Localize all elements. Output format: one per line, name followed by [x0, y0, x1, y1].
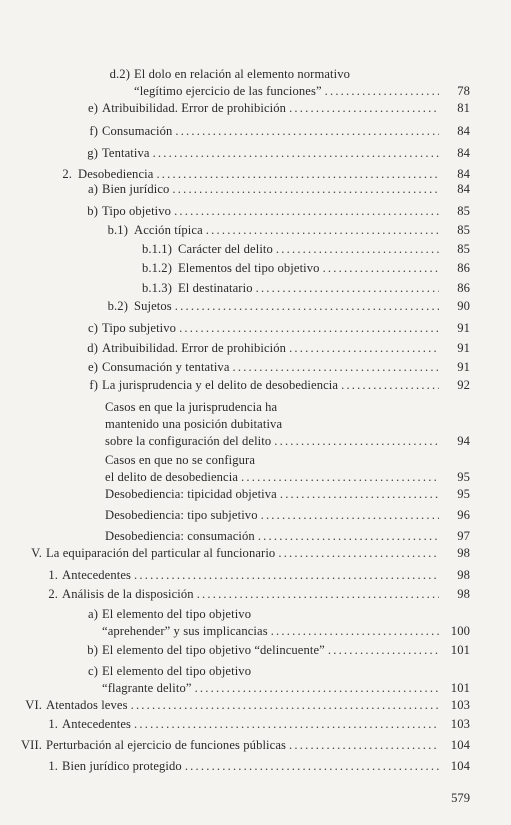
toc-marker: 1.: [48, 759, 58, 773]
toc-title: Tipo subjetivo: [102, 321, 177, 335]
toc-page-number: 90: [457, 299, 470, 313]
dot-leader: [156, 166, 439, 182]
toc-title: Elementos del tipo objetivo: [178, 261, 320, 275]
dot-leader: [134, 716, 439, 732]
toc-entry: [132, 280, 470, 296]
toc-page-number: 104: [450, 738, 470, 752]
toc-marker: b): [87, 204, 98, 218]
dot-leader: [258, 528, 439, 544]
toc-entry: [60, 166, 470, 182]
toc-marker: b): [87, 643, 98, 657]
toc-entry: [132, 260, 470, 276]
toc-entry: [84, 100, 470, 116]
toc-entry: [100, 222, 470, 238]
toc-page-number: 98: [457, 546, 470, 560]
dot-leader: [261, 507, 439, 523]
toc-title: Atentados leves: [46, 698, 128, 712]
toc-title: Tentativa: [102, 146, 150, 160]
toc-page-number: 100: [450, 624, 470, 638]
toc-page-number: 92: [457, 378, 470, 392]
toc-page-number: 101: [450, 643, 470, 657]
dot-leader: [289, 737, 439, 753]
dot-leader: [175, 123, 439, 139]
dot-leader: [276, 241, 439, 257]
toc-entry: [105, 399, 470, 450]
toc-title: Casos en que no se configura: [105, 453, 256, 467]
toc-marker: e): [88, 101, 98, 115]
dot-leader: [271, 623, 439, 640]
toc-marker: a): [88, 607, 98, 621]
dot-leader: [274, 433, 439, 450]
dot-leader: [325, 83, 439, 100]
toc-page-number: 86: [457, 261, 470, 275]
toc-marker: 2.: [48, 587, 58, 601]
toc-marker: VII.: [20, 738, 42, 752]
dot-leader: [289, 340, 439, 356]
toc-entry: [44, 586, 470, 602]
toc-marker: e): [88, 360, 98, 374]
toc-title: Desobediencia: tipicidad objetiva: [105, 487, 277, 501]
toc-title: Desobediencia: tipo subjetivo: [105, 508, 258, 522]
toc-page-number: 94: [457, 434, 470, 448]
dot-leader: [341, 377, 439, 393]
toc-entry: [44, 758, 470, 774]
toc-page-number: 84: [457, 167, 470, 181]
toc-title: El destinatario: [178, 281, 253, 295]
toc-marker: d): [87, 341, 98, 355]
toc-title: Casos en que la jurisprudencia ha: [105, 400, 278, 414]
toc-title: Carácter del delito: [178, 242, 273, 256]
toc-page-number: 85: [457, 223, 470, 237]
dot-leader: [197, 586, 439, 602]
toc-page-number: 95: [457, 487, 470, 501]
dot-leader: [174, 203, 439, 219]
dot-leader: [233, 359, 439, 375]
toc-entry: [84, 203, 470, 219]
toc-page-number: 95: [457, 470, 470, 484]
toc-marker: 1.: [48, 568, 58, 582]
toc-title: Perturbación al ejercicio de funciones públicas: [46, 738, 287, 752]
toc-title: La equiparación del particular al funcionario: [46, 546, 276, 560]
toc-page-number: 86: [457, 281, 470, 295]
toc-page-number: 91: [457, 341, 470, 355]
page-number: 579: [451, 791, 470, 805]
toc-title: Antecedentes: [62, 568, 132, 582]
dot-leader: [153, 145, 439, 161]
toc-title: Bien jurídico protegido: [62, 759, 182, 773]
dot-leader: [131, 697, 439, 713]
toc-page-number: 101: [450, 681, 470, 695]
toc-entry: [44, 716, 470, 732]
toc-marker: 2.: [62, 167, 72, 181]
toc-title: Atribuibilidad. Error de prohibición: [102, 341, 287, 355]
toc-entry: [105, 486, 470, 502]
toc-title: Análisis de la disposición: [62, 587, 194, 601]
toc-page-number: 85: [457, 204, 470, 218]
toc-title: “flagrante delito”: [102, 681, 192, 695]
toc-marker: b.1.2): [142, 261, 172, 275]
toc-entry: [84, 642, 470, 658]
dot-leader: [206, 222, 439, 238]
toc-marker: VI.: [25, 698, 42, 712]
toc-page-number: 97: [457, 529, 470, 543]
toc-page-number: 96: [457, 508, 470, 522]
toc-marker: V.: [31, 546, 42, 560]
toc-title: El elemento del tipo objetivo: [102, 664, 252, 678]
dot-leader: [175, 298, 439, 314]
toc-entry: [84, 145, 470, 161]
dot-leader: [241, 469, 439, 486]
toc-marker: b.1.3): [142, 281, 172, 295]
toc-entry: [20, 737, 470, 753]
toc-entry: [105, 528, 470, 544]
toc-title: Sujetos: [134, 299, 172, 313]
toc-entry: [84, 377, 470, 393]
toc-title: sobre la configuración del delito: [105, 434, 272, 448]
dot-leader: [328, 642, 439, 658]
toc-marker: c): [88, 321, 98, 335]
toc-marker: c): [88, 664, 98, 678]
toc-title: “aprehender” y sus implicancias: [102, 624, 268, 638]
toc-entry: [100, 66, 470, 100]
toc-page-number: 98: [457, 587, 470, 601]
toc-page-number: 98: [457, 568, 470, 582]
toc-page-number: 84: [457, 146, 470, 160]
toc-marker: a): [88, 182, 98, 196]
toc-title: “legítimo ejercicio de las funciones”: [134, 84, 322, 98]
toc-entry: [84, 359, 470, 375]
toc-page-number: 91: [457, 321, 470, 335]
dot-leader: [185, 758, 439, 774]
toc-title: Bien jurídico: [102, 182, 170, 196]
toc-page-number: 91: [457, 360, 470, 374]
toc-title: mantenido una posición dubitativa: [105, 417, 283, 431]
toc-page-number: 84: [457, 124, 470, 138]
dot-leader: [280, 486, 439, 502]
toc-marker: 1.: [48, 717, 58, 731]
toc-page-number: 103: [450, 698, 470, 712]
toc-title: Tipo objetivo: [102, 204, 172, 218]
toc-entry: [100, 298, 470, 314]
toc-page-number: 104: [450, 759, 470, 773]
toc-title: El elemento del tipo objetivo “delincuente”: [102, 643, 325, 657]
toc-marker: d.2): [109, 67, 130, 81]
toc-page-number: 103: [450, 717, 470, 731]
dot-leader: [256, 280, 439, 296]
toc-page-number: 81: [457, 101, 470, 115]
toc-marker: f): [89, 378, 98, 392]
toc-title: el delito de desobediencia: [105, 470, 239, 484]
toc-entry: [26, 545, 470, 561]
toc-entry: [44, 567, 470, 583]
dot-leader: [195, 680, 439, 697]
toc-entry: [84, 663, 470, 697]
toc-entry: [105, 452, 470, 486]
dot-leader: [289, 100, 439, 116]
toc-entry: [22, 697, 470, 713]
toc-title: Desobediencia: consumación: [105, 529, 255, 543]
toc-page-number: 78: [457, 84, 470, 98]
toc-title: El elemento del tipo objetivo: [102, 607, 252, 621]
toc-entry: [84, 181, 470, 197]
toc-title: Atribuibilidad. Error de prohibición: [102, 101, 287, 115]
toc-entry: [84, 123, 470, 139]
toc-page-number: 84: [457, 182, 470, 196]
toc-marker: f): [89, 124, 98, 138]
toc-title: Antecedentes: [62, 717, 132, 731]
dot-leader: [323, 260, 439, 276]
toc-marker: b.1.1): [142, 242, 172, 256]
toc-title: Acción típica: [134, 223, 203, 237]
toc-entry: [84, 320, 470, 336]
toc-title: La jurisprudencia y el delito de desobediencia: [102, 378, 339, 392]
toc-entry: [105, 507, 470, 523]
toc-marker: g): [87, 146, 98, 160]
dot-leader: [278, 545, 439, 561]
toc-title: El dolo en relación al elemento normativo: [134, 67, 351, 81]
toc-page-number: 85: [457, 242, 470, 256]
toc-title: Consumación y tentativa: [102, 360, 230, 374]
toc-title: Consumación: [102, 124, 173, 138]
toc-entry: [84, 606, 470, 640]
dot-leader: [134, 567, 439, 583]
toc-entry: [132, 241, 470, 257]
toc-marker: b.1): [107, 223, 128, 237]
toc-title: Desobediencia: [78, 167, 154, 181]
toc-entry: [84, 340, 470, 356]
toc-marker: b.2): [107, 299, 128, 313]
dot-leader: [179, 320, 439, 336]
dot-leader: [172, 181, 439, 197]
